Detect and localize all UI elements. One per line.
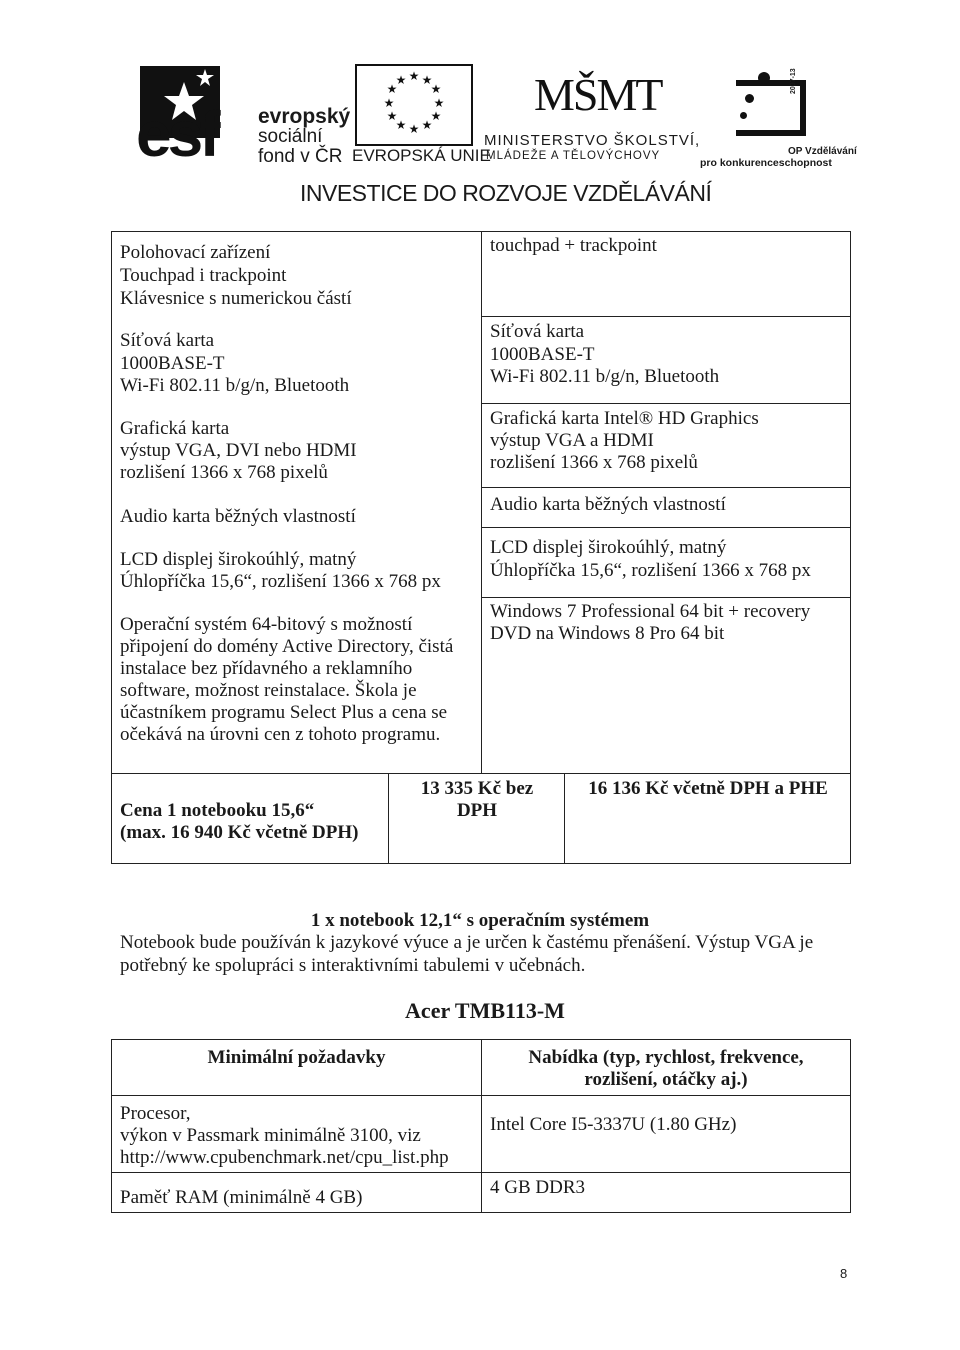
- spec-left-text: Grafická karta: [120, 418, 230, 439]
- svg-text:★: ★: [386, 82, 398, 96]
- eu-stars-icon: [381, 70, 447, 136]
- spec-right-text: Audio karta běžných vlastností: [490, 494, 726, 515]
- op-emblem-dot: [758, 72, 770, 84]
- spec-left-text: rozlišení 1366 x 768 pixelů: [120, 462, 328, 483]
- req-left-text: Paměť RAM (minimálně 4 GB): [120, 1187, 363, 1208]
- spec-left-text: účastníkem programu Select Plus a cena se: [120, 702, 448, 723]
- op-emblem-dot: [740, 112, 747, 119]
- star-small-icon: [195, 68, 215, 88]
- page-number: 8: [840, 1266, 848, 1281]
- req-head-left: Minimální požadavky: [207, 1047, 386, 1068]
- op-line2: pro konkurenceschopnost: [700, 157, 832, 169]
- eu-logo: [352, 62, 491, 167]
- price-excl-vat: DPH: [456, 800, 498, 821]
- spec-left-text: Klávesnice s numerickou částí: [120, 288, 352, 309]
- spec-right-text: touchpad + trackpoint: [490, 235, 657, 256]
- spec-left-text: software, možnost reinstalace. Škola je: [120, 680, 417, 701]
- price-incl-vat: 16 136 Kč včetně DPH a PHE: [588, 778, 828, 799]
- spec-right-text: DVD na Windows 8 Pro 64 bit: [490, 623, 725, 644]
- svg-text:★: ★: [430, 109, 442, 123]
- price-table-border-left: [111, 773, 112, 864]
- model-name: Acer TMB113-M: [405, 998, 565, 1023]
- spec-table-border-mid: [481, 231, 482, 774]
- price-label: (max. 16 940 Kč včetně DPH): [120, 822, 359, 843]
- spec-right-text: Grafická karta Intel® HD Graphics: [490, 408, 759, 429]
- svg-text:★: ★: [408, 70, 420, 83]
- req-left-text: Procesor,: [120, 1103, 191, 1124]
- req-right-text: Intel Core I5-3337U (1.80 GHz): [490, 1114, 737, 1135]
- req-left-text: http://www.cpubenchmark.net/cpu_list.php: [120, 1147, 449, 1168]
- esf-line2: sociální: [258, 126, 323, 147]
- spec-left-text: 1000BASE-T: [120, 353, 225, 374]
- spec-right-text: Windows 7 Professional 64 bit + recovery: [490, 601, 811, 622]
- svg-text:★: ★: [430, 82, 442, 96]
- spec-table-border-right: [850, 231, 851, 774]
- price-excl-vat: 13 335 Kč bez: [420, 778, 534, 799]
- spec-left-text: Operační systém 64-bitový s možností: [120, 614, 413, 635]
- section-description: potřebný ke spolupráci s interaktivními tabulemi v učebnách.: [120, 955, 586, 976]
- section-description: Notebook bude používán k jazykové výuce a je určen k častému přenášení. Výstup VGA je: [120, 932, 814, 953]
- op-vertical: 2007-13: [790, 68, 797, 94]
- spec-left-text: Audio karta běžných vlastností: [120, 506, 356, 527]
- svg-text:★: ★: [408, 122, 420, 136]
- svg-text:★: ★: [395, 73, 407, 87]
- spec-right-text: rozlišení 1366 x 768 pixelů: [490, 452, 698, 473]
- svg-text:★: ★: [383, 96, 395, 110]
- spec-left-text: Úhlopříčka 15,6“, rozlišení 1366 x 768 px: [120, 571, 441, 592]
- msmt-logo: [484, 60, 701, 165]
- esf-mark: esf: [136, 98, 217, 170]
- price-table-border-top: [111, 773, 851, 774]
- req-right-text: 4 GB DDR3: [490, 1177, 586, 1198]
- svg-text:★: ★: [421, 118, 433, 132]
- spec-left-text: výstup VGA, DVI nebo HDMI: [120, 440, 357, 461]
- op-emblem-dot: [745, 94, 754, 103]
- spec-left-text: Wi-Fi 802.11 b/g/n, Bluetooth: [120, 375, 350, 396]
- msmt-mark: MŠMT: [534, 69, 662, 120]
- spec-right-text: výstup VGA a HDMI: [490, 430, 654, 451]
- spec-left-text: LCD displej širokoúhlý, matný: [120, 549, 357, 570]
- spec-table-border-left: [111, 231, 112, 774]
- spec-right-text: 1000BASE-T: [490, 344, 595, 365]
- msmt-line1: MINISTERSTVO ŠKOLSTVÍ,: [484, 132, 701, 149]
- spec-row-divider: [482, 487, 850, 488]
- spec-left-text: očekává na úrovni cen z tohoto programu.: [120, 724, 441, 745]
- spec-left-text: instalace bez přídavného a reklamního: [120, 658, 413, 679]
- slogan: INVESTICE DO ROZVOJE VZDĚLÁVÁNÍ: [300, 180, 712, 206]
- op-line1: OP Vzdělávání: [788, 146, 857, 157]
- spec-left-text: Polohovací zařízení: [120, 242, 271, 263]
- req-left-text: výkon v Passmark minimálně 3100, viz: [120, 1125, 421, 1146]
- esf-line1: evropský: [258, 105, 351, 128]
- price-label: Cena 1 notebooku 15,6“: [120, 800, 315, 821]
- spec-right-text: Síťová karta: [490, 321, 585, 342]
- spec-left-text: připojení do domény Active Directory, čistá: [120, 636, 454, 657]
- section-heading: 1 x notebook 12,1“ s operačním systémem: [310, 910, 650, 931]
- msmt-line2: MLÁDEŽE A TĚLOVÝCHOVY: [486, 150, 661, 162]
- spec-right-text: LCD displej širokoúhlý, matný: [490, 537, 727, 558]
- spec-left-text: Touchpad i trackpoint: [120, 265, 287, 286]
- svg-text:★: ★: [395, 118, 407, 132]
- spec-row-divider: [482, 597, 850, 598]
- svg-text:★: ★: [386, 109, 398, 123]
- esf-logo: [136, 62, 351, 170]
- req-head-right: Nabídka (typ, rychlost, frekvence,: [528, 1047, 804, 1068]
- svg-text:★: ★: [421, 73, 433, 87]
- op-logo: [700, 58, 890, 168]
- eu-label: EVROPSKÁ UNIE: [352, 146, 491, 165]
- esf-line3: fond v ČR: [258, 146, 343, 167]
- req-table-border-right: [850, 1039, 851, 1213]
- price-table-border-right: [850, 773, 851, 864]
- req-head-right: rozlišení, otáčky aj.): [584, 1069, 748, 1090]
- price-table-border-mid1: [388, 773, 389, 864]
- price-table-border-mid2: [564, 773, 565, 864]
- price-table-border-bottom: [111, 863, 851, 864]
- svg-text:★: ★: [433, 96, 445, 110]
- spec-row-divider: [482, 527, 850, 528]
- spec-right-text: Wi-Fi 802.11 b/g/n, Bluetooth: [490, 366, 720, 387]
- spec-left-text: Síťová karta: [120, 330, 215, 351]
- spec-row-divider: [482, 316, 850, 317]
- spec-right-text: Úhlopříčka 15,6“, rozlišení 1366 x 768 px: [490, 560, 811, 581]
- spec-row-divider: [482, 403, 850, 404]
